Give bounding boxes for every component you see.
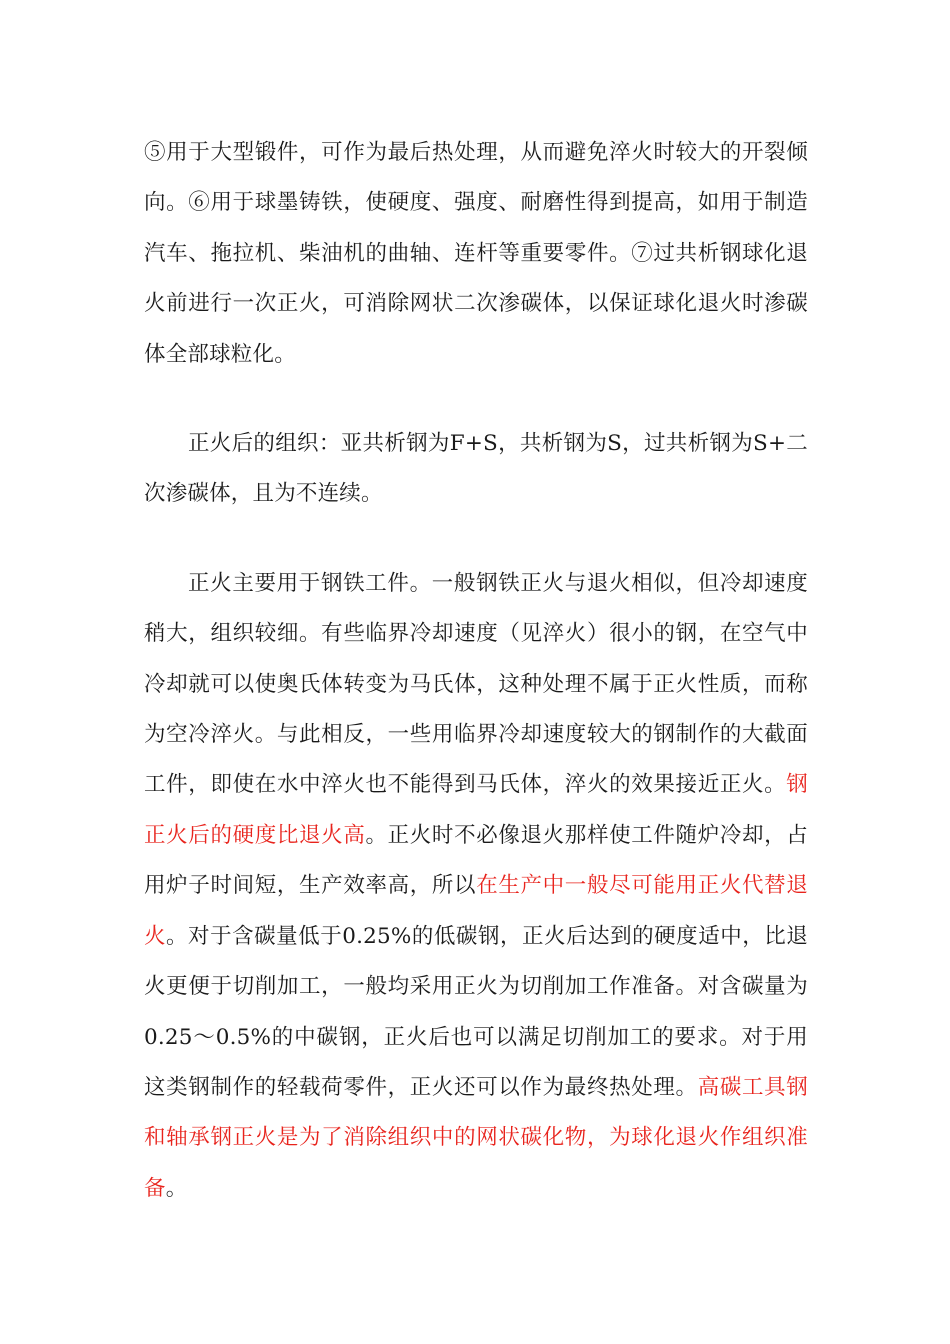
text-run: 正火后的组织：亚共析钢为F+S，共析钢为S，过共析钢为S+二次渗碳体，且为不连续。 [144,431,808,507]
paragraph-normalized-structure [144,419,808,520]
text-run: 正火主要用于钢铁工件。一般钢铁正火与退火相似，但冷却速度稍大，组织较细。有些临界冷却速度（见淬火）很小的钢，在空气中冷却就可以使奥氏体转变为马氏体，这种处理不属于正火性质，而称为空冷淬火。与此相反，一些用临界冷却速度较大的钢制作的大截面工件，即使在水中淬火也不能得到马氏体，淬火的效果接近正火。 [144,570,808,798]
text-run: 。 [165,1175,188,1201]
highlighted-text-run: 在生产中一般尽可能用正火代替退火 [144,873,808,949]
highlighted-text-run: 钢正火后的硬度比退火高 [144,772,808,848]
paragraph-normalizing-uses [144,128,808,380]
document-page [144,128,808,1214]
text-run: ⑤用于大型锻件，可作为最后热处理，从而避免淬火时较大的开裂倾向。⑥用于球墨铸铁，使硬度、强度、耐磨性得到提高，如用于制造汽车、拖拉机、柴油机的曲轴、连杆等重要零件。⑦过共析钢球化退火前进行一次正火，可消除网状二次渗碳体，以保证球化退火时渗碳体全部球粒化。 [144,140,808,367]
text-run: 。对于含碳量低于0.25%的低碳钢，正火后达到的硬度适中，比退火更便于切削加工，一般均采用正火为切削加工作准备。对含碳量为0.25～0.5%的中碳钢，正火后也可以满足切削加工的要求。对于用这类钢制作的轻载荷零件，正火还可以作为最终热处理。 [144,923,808,1100]
text-run: 。正火时不必像退火那样使工件随炉冷却，占用炉子时间短，生产效率高，所以 [144,822,808,899]
paragraph-normalizing-applications [144,559,808,1214]
highlighted-text-run: 高碳工具钢和轴承钢正火是为了消除组织中的网状碳化物，为球化退火作组织准备 [144,1074,808,1201]
